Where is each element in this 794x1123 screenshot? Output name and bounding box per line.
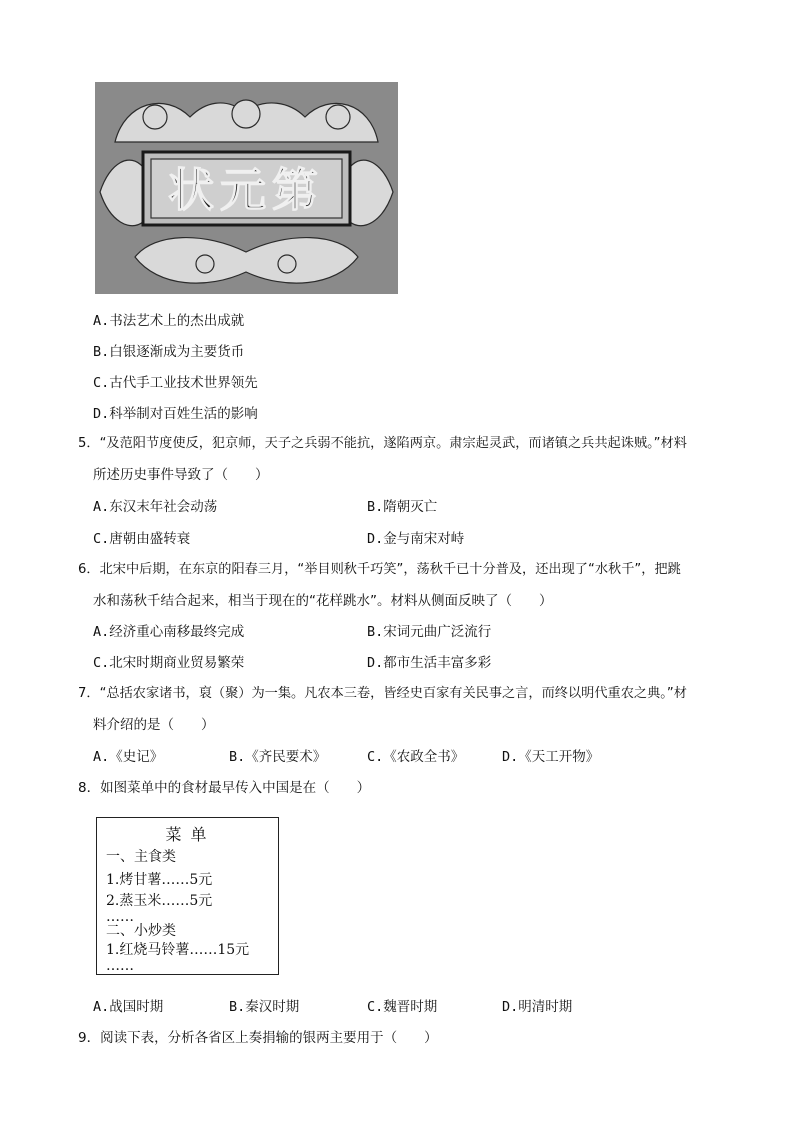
plaque-inscription: 状元第 [168,163,324,217]
q6-option-d[interactable]: D.都市生活丰富多彩 [367,655,492,671]
menu-line: …… [106,958,134,974]
menu-line: 一、主食类 [106,849,176,865]
q9-stem: 9．阅读下表，分析各省区上奏捐输的银两主要用于（ ） [78,1030,438,1046]
q7-option-d[interactable]: D.《天工开物》 [502,749,600,765]
q6-stem-line1: 6．北宋中后期，在东京的阳春三月，“举目则秋千巧笑”，荡秋千已十分普及，还出现了“水秋千”，把跳 [78,562,681,577]
q8-option-d[interactable]: D.明清时期 [502,999,573,1015]
menu-line: 2.蒸玉米……5元 [106,893,213,909]
menu-line: …… [106,909,134,925]
q5-option-c[interactable]: C.唐朝由盛转衰 [93,531,191,547]
q7-stem-line2: 料介绍的是（ ） [93,717,215,733]
q8-option-b[interactable]: B.秦汉时期 [229,999,300,1015]
menu-title: 菜 单 [165,825,209,844]
q7-option-a[interactable]: A.《史记》 [93,749,164,765]
q8-option-a[interactable]: A.战国时期 [93,999,164,1015]
q7-option-b[interactable]: B.《齐民要术》 [229,749,327,765]
q4-option-b[interactable]: B.白银逐渐成为主要货币 [93,344,245,360]
q7-stem-line1: 7．“总括农家诸书，裒（聚）为一集。凡农本三卷，皆经史百家有关民事之言，而终以明代重农之典。”材 [78,686,687,701]
menu-line: 1.红烧马铃薯……15元 [106,942,250,958]
menu-line: 二、小炒类 [106,923,176,939]
q6-option-a[interactable]: A.经济重心南移最终完成 [93,624,245,640]
q5-option-d[interactable]: D.金与南宋对峙 [367,531,465,547]
q8-stem: 8．如图菜单中的食材最早传入中国是在（ ） [78,780,371,796]
q5-option-b[interactable]: B.隋朝灭亡 [367,499,438,515]
q4-option-d[interactable]: D.科举制对百姓生活的影响 [93,406,258,422]
zhuangyuan-plaque-image [95,82,398,294]
q8-option-c[interactable]: C.魏晋时期 [367,999,438,1015]
q5-stem-line2: 所述历史事件导致了（ ） [93,467,269,483]
q5-option-a[interactable]: A.东汉末年社会动荡 [93,499,218,515]
menu-line: 1.烤甘薯……5元 [106,872,213,888]
q6-option-c[interactable]: C.北宋时期商业贸易繁荣 [93,655,245,671]
q4-option-c[interactable]: C.古代手工业技术世界领先 [93,375,258,391]
q5-stem-line1: 5．“及范阳节度使反，犯京师，天子之兵弱不能抗，遂陷两京。肃宗起灵武，而诸镇之兵共起诛贼。”材料 [78,436,687,451]
q6-stem-line2: 水和荡秋千结合起来，相当于现在的“花样跳水”。材料从侧面反映了（ ） [93,593,553,609]
q6-option-b[interactable]: B.宋词元曲广泛流行 [367,624,492,640]
q4-option-a[interactable]: A.书法艺术上的杰出成就 [93,313,245,329]
q7-option-c[interactable]: C.《农政全书》 [367,749,465,765]
menu-figure [96,817,279,975]
